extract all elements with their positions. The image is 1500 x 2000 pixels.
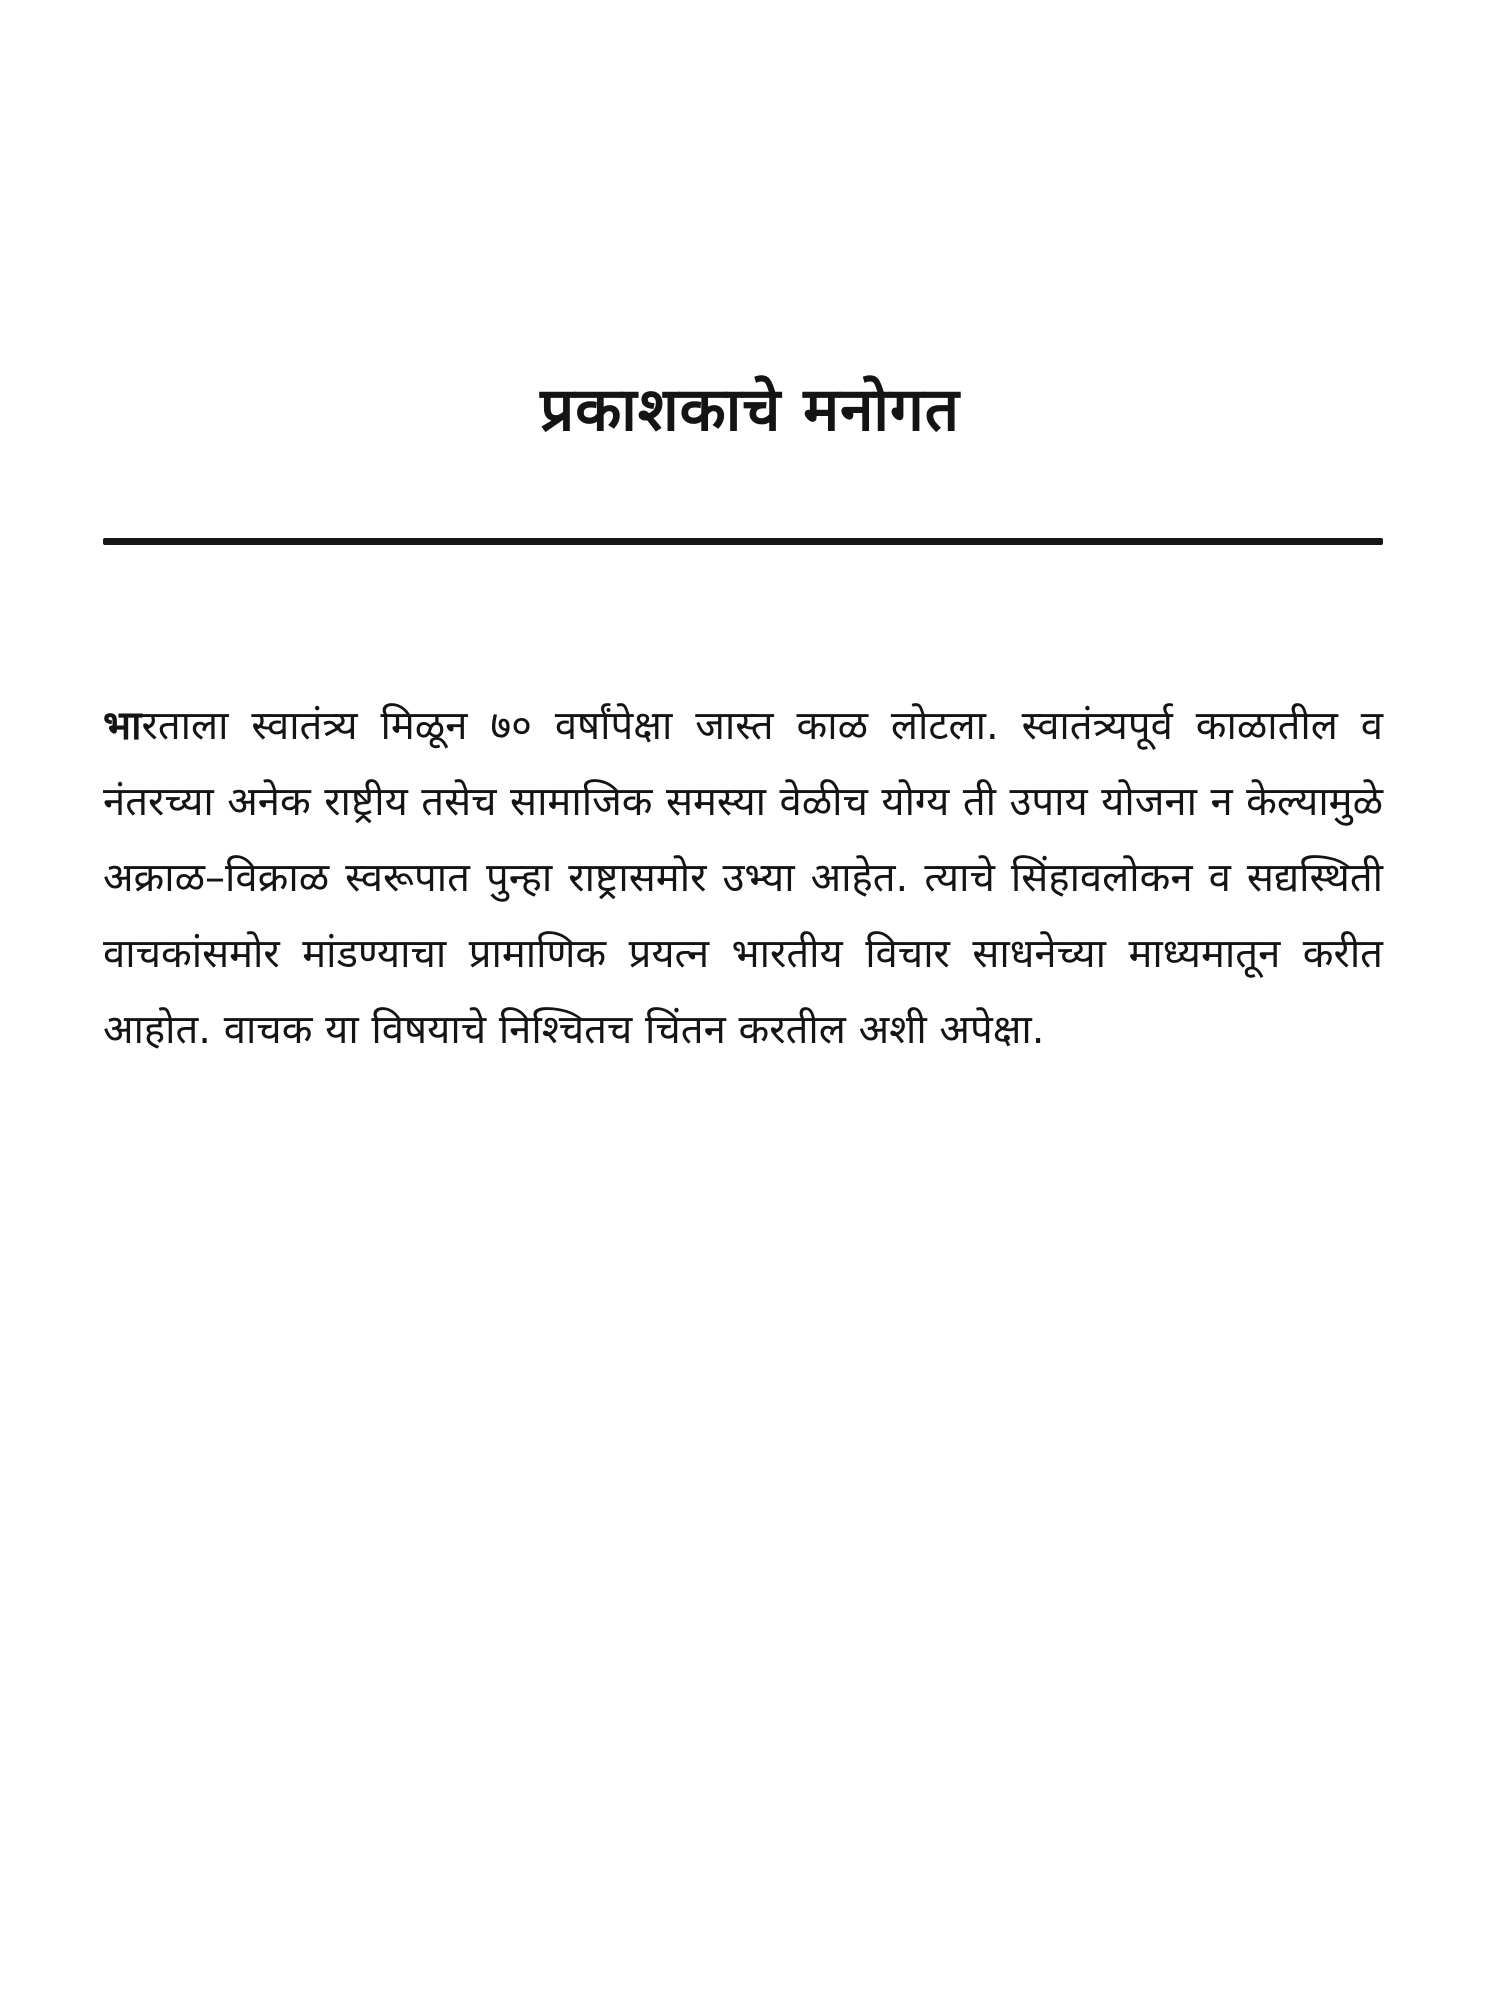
body-paragraph [103, 688, 1383, 1068]
heading-divider [103, 538, 1383, 545]
paragraph-lead-letters: भा [103, 703, 142, 749]
page-title: प्रकाशकाचे मनोगत [540, 375, 960, 445]
paragraph-text: रताला स्वातंत्र्य मिळून ७० वर्षांपेक्षा जास्त काळ लोटला. स्वातंत्र्यपूर्व काळातील व नंतरच्या अनेक राष्ट्रीय तसेच सामाजिक समस्या वेळीच योग्य ती उपाय योजना न केल्यामुळे अक्राळ–विक्राळ स्वरूपात पुन्हा राष्ट्रासमोर उभ्या आहेत. त्याचे सिंहावलोकन व सद्यस्थिती वाचकांसमोर मांडण्याचा प्रामाणिक प्रयत्न भारतीय विचार साधनेच्या माध्यमातून करीत आहोत. वाचक या विषयाचे निश्चितच चिंतन करतील अशी अपेक्षा. [103, 703, 1383, 1053]
